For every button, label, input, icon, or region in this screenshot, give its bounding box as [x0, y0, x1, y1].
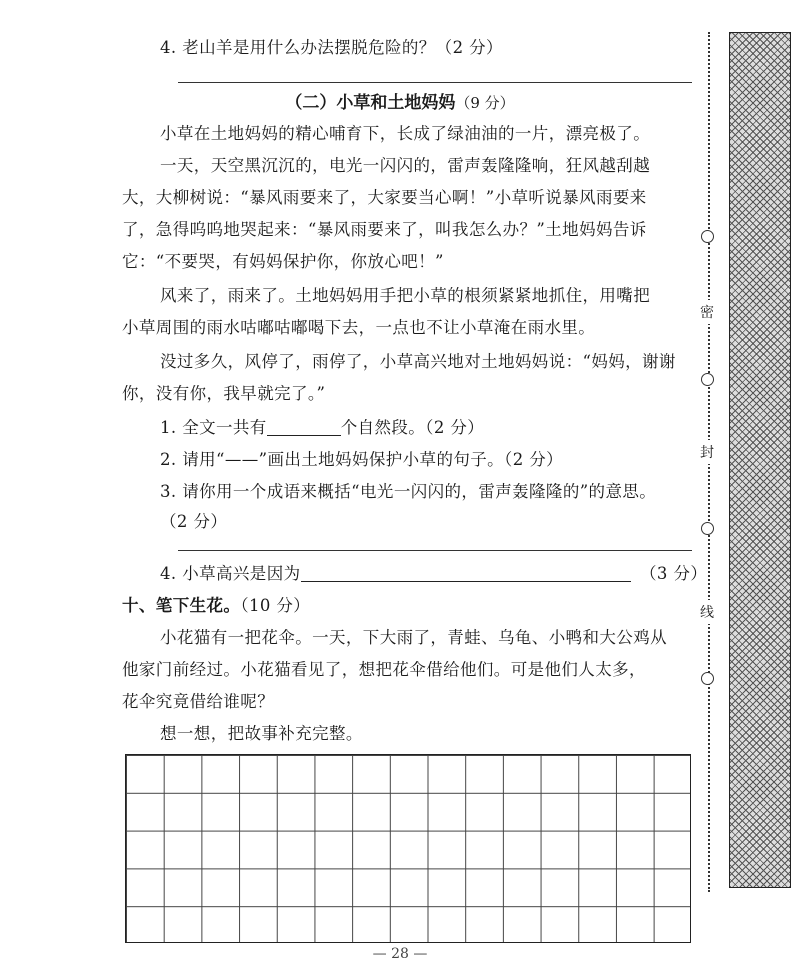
passage-line: 了，急得呜呜地哭起来：“暴风雨要来了，叫我怎么办？”土地妈妈告诉: [122, 220, 647, 239]
answer-line: [178, 82, 692, 83]
section-10-points: （10 分）: [240, 596, 311, 615]
prompt-line: 他家门前经过。小花猫看见了，想把花伞借给他们。可是他们人太多，: [122, 660, 646, 679]
side-label-feng: 封: [700, 440, 714, 464]
passage-line: 它：“不要哭，有妈妈保护你，你放心吧！”: [122, 252, 444, 271]
binding-hole-icon: [701, 230, 714, 243]
writing-grid[interactable]: [125, 754, 691, 943]
binding-hole-icon: [701, 672, 714, 685]
passage-line: 小草周围的雨水咕嘟咕嘟喝下去，一点也不让小草淹在雨水里。: [122, 318, 596, 337]
page-number: — 28 —: [372, 946, 428, 962]
passage-line: 大，大柳树说：“暴风雨要来了，大家要当心啊！”小草听说暴风雨要来: [122, 188, 647, 207]
question-1: [160, 414, 484, 438]
question-1-suffix: 个自然段。（2 分）: [340, 418, 485, 437]
prompt-line: 想一想，把故事补充完整。: [160, 724, 363, 743]
section-10-title: 十、笔下生花。: [122, 596, 241, 615]
question-4: [160, 560, 631, 584]
question-1-text: 1. 全文一共有: [160, 418, 267, 437]
passage-line: 风来了，雨来了。土地妈妈用手把小草的根须紧紧地抓住，用嘴把: [160, 286, 651, 305]
question-4-previous: 4. 老山羊是用什么办法摆脱危险的？（2 分）: [160, 38, 503, 57]
passage-line: 一天，天空黑沉沉的，电光一闪闪的，雷声轰隆隆响，狂风越刮越: [160, 156, 651, 175]
question-3-points: （2 分）: [160, 512, 228, 531]
prompt-line: 小花猫有一把花伞。一天，下大雨了，青蛙、乌龟、小鸭和大公鸡从: [160, 628, 667, 647]
passage-line: 小草在土地妈妈的精心哺育下，长成了绿油油的一片，漂亮极了。: [160, 124, 651, 143]
prompt-line: 花伞究竟借给谁呢？: [122, 692, 275, 711]
passage-line: 你，没有你，我早就完了。”: [122, 384, 326, 403]
answer-blank[interactable]: [267, 419, 341, 436]
decorative-border-pattern: [729, 32, 791, 888]
passage-title-text: （二）小草和土地妈妈: [285, 93, 456, 113]
question-2: 2. 请用“——”画出土地妈妈保护小草的句子。（2 分）: [160, 450, 564, 469]
answer-blank[interactable]: [301, 565, 631, 582]
answer-line[interactable]: [178, 550, 692, 551]
question-4-text: 4. 小草高兴是因为: [160, 564, 301, 583]
passage-line: 没过多久，风停了，雨停了，小草高兴地对土地妈妈说：“妈妈，谢谢: [160, 352, 676, 371]
section-10-heading: [122, 592, 310, 616]
question-4-points: （3 分）: [640, 564, 708, 583]
passage-title: [0, 88, 800, 113]
side-label-mi: 密: [700, 300, 714, 324]
binding-hole-icon: [701, 373, 714, 386]
passage-points: （9 分）: [455, 94, 515, 112]
question-3: 3. 请你用一个成语来概括“电光一闪闪的，雷声轰隆隆的”的意思。: [160, 482, 657, 501]
side-label-xian: 线: [700, 600, 714, 624]
binding-hole-icon: [701, 522, 714, 535]
